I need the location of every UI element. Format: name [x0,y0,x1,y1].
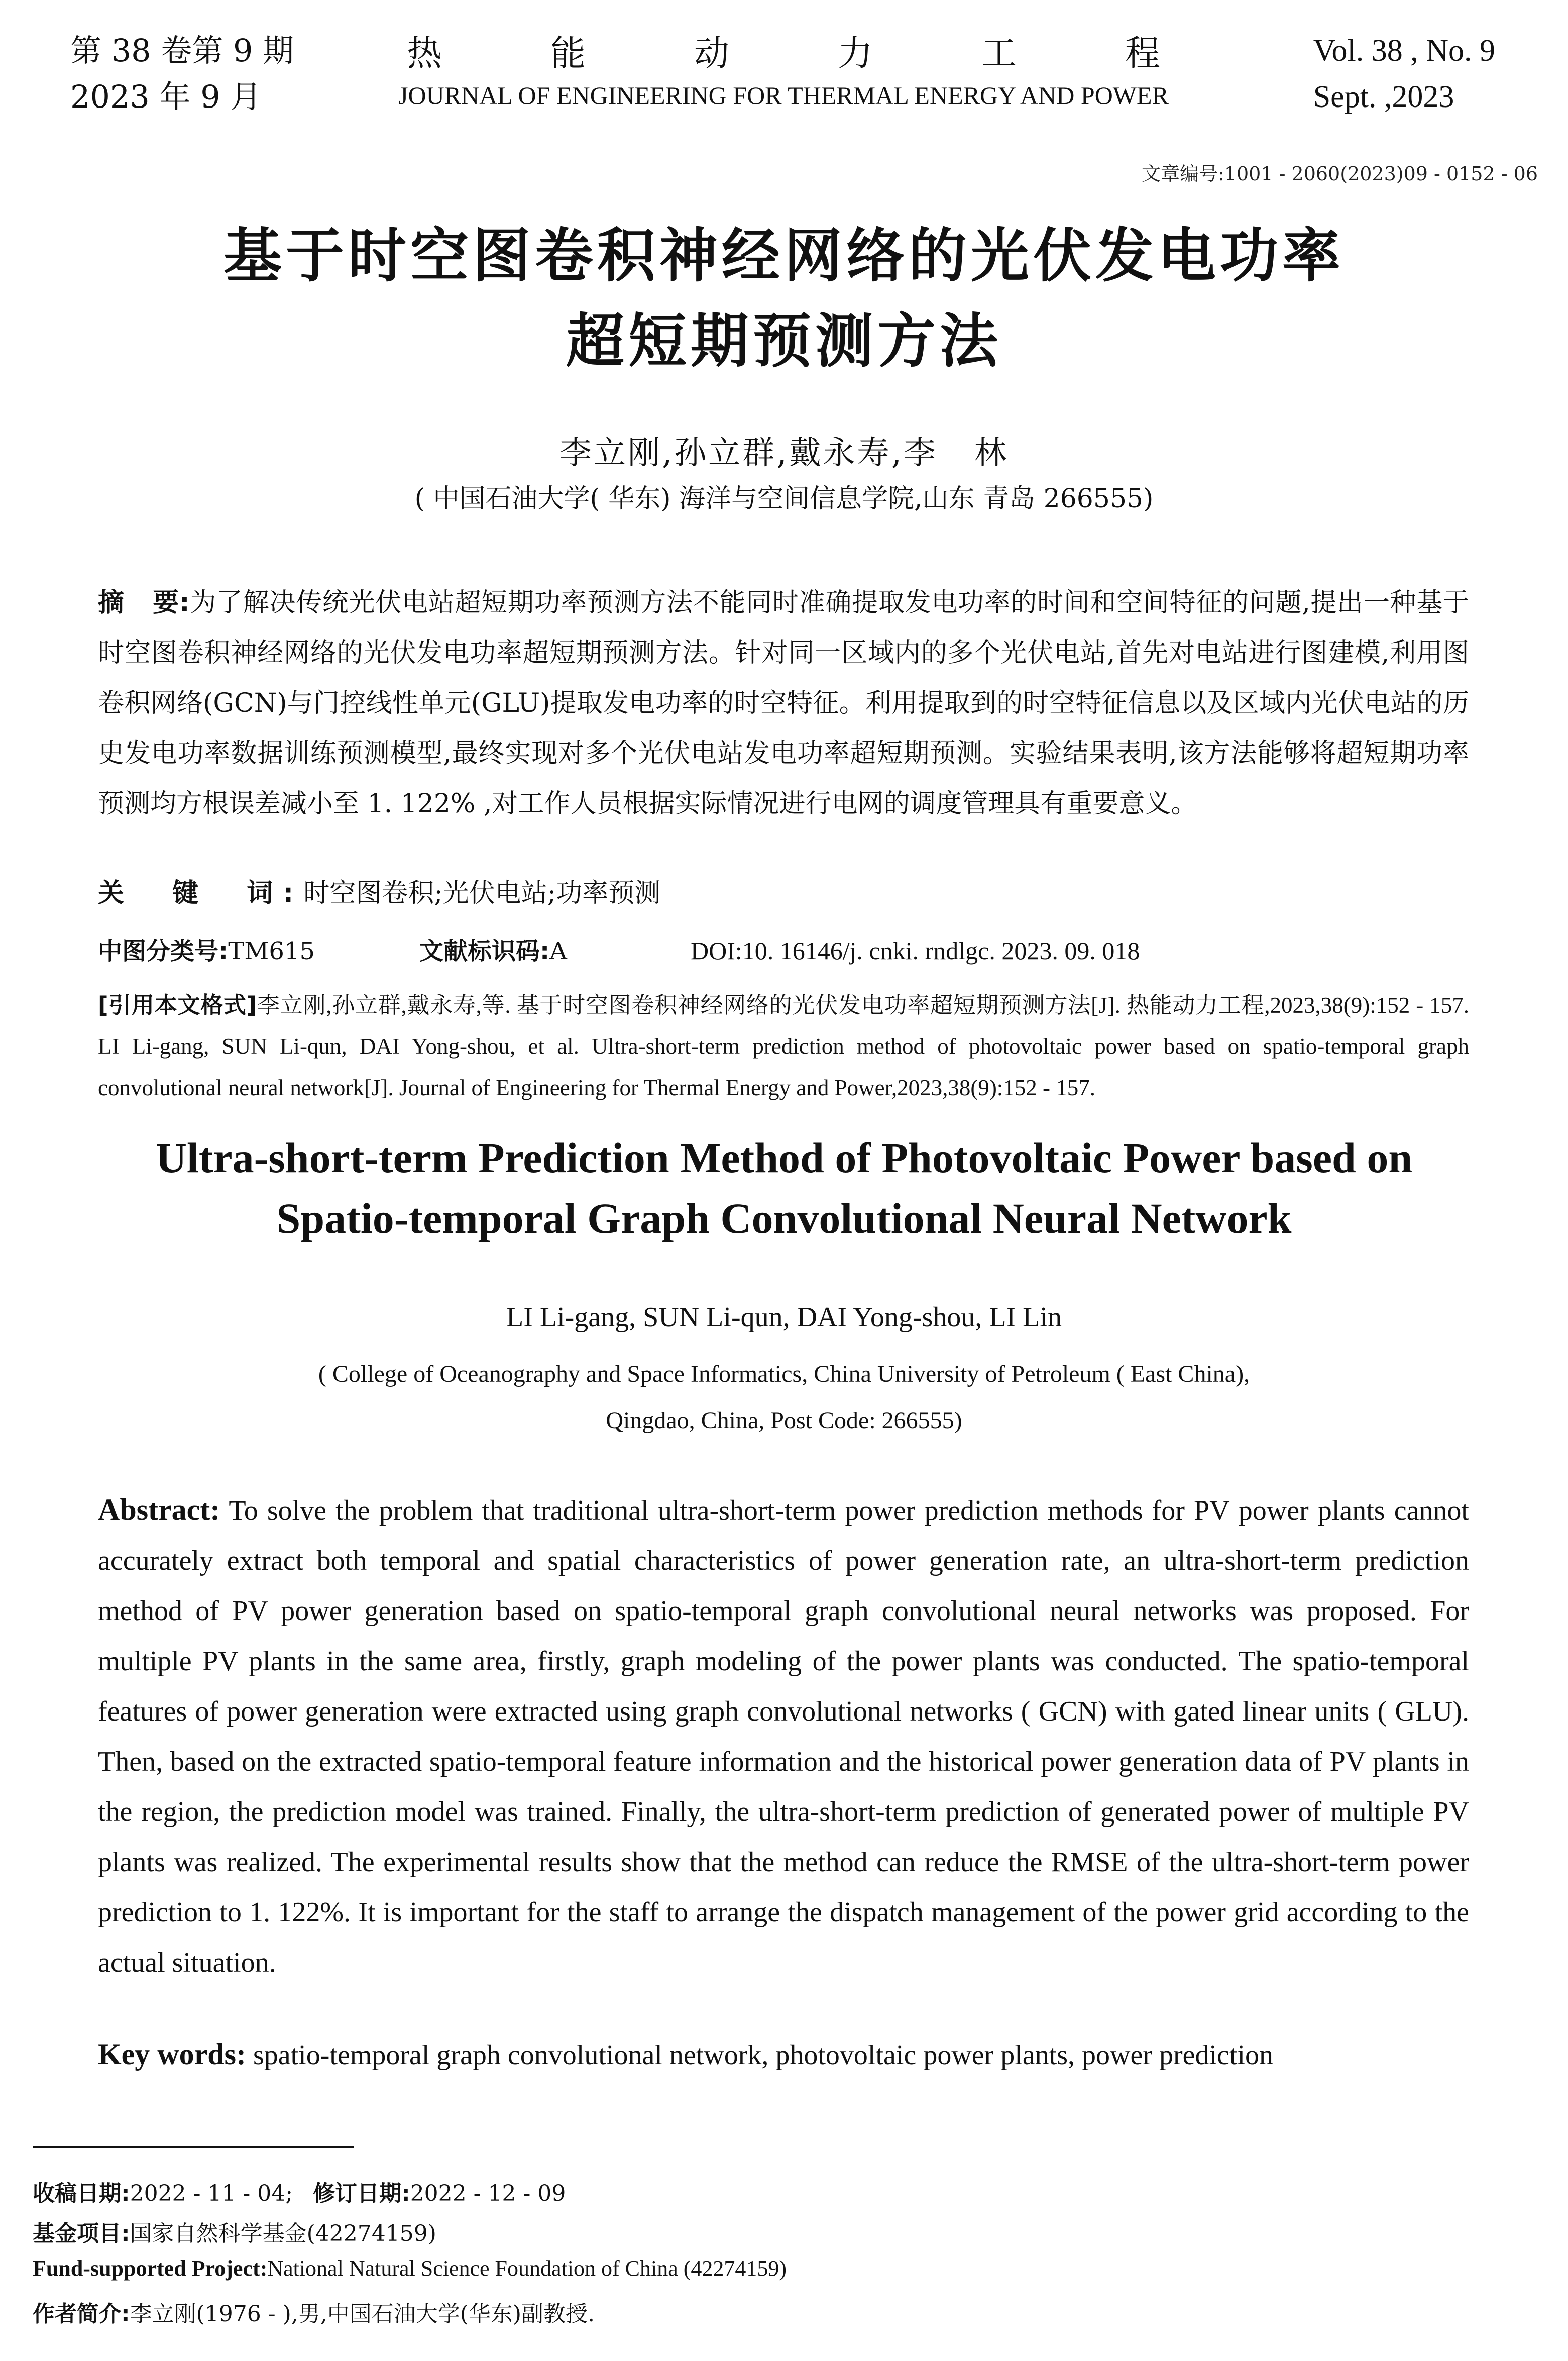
received-date: 2022 - 11 - 04; [130,2181,293,2206]
footnote-dates [33,2175,566,2207]
keywords-en-text: spatio-temporal graph convolutional network, photovoltaic power plants, power prediction [253,2040,1274,2071]
abstract-cn-label: 摘 要: [98,588,190,618]
revised-label: 修订日期: [313,2181,410,2206]
affiliation-cn: ( 中国石油大学( 华东) 海洋与空间信息学院,山东 青岛 266555) [414,484,1154,514]
journal-name-char: 能 [550,33,586,74]
revised-date: 2022 - 12 - 09 [410,2181,566,2206]
doi: DOI:10. 16146/j. cnki. rndlgc. 2023. 09. 018 [691,937,1140,965]
issue-info-en [1313,28,1495,120]
title-cn-line-1: 基于时空图卷积神经网络的光伏发电功率 [223,222,1345,290]
keywords-cn [98,872,660,909]
journal-name-char: 动 [694,33,729,74]
volume-en: Vol. 38 , No. 9 [1313,34,1495,68]
keywords-cn-label: 关 键 词: [98,878,304,908]
title-cn-line-2: 超短期预测方法 [566,307,1002,375]
fund-en-label: Fund-supported Project: [33,2256,268,2281]
affiliation-en [0,1351,1568,1444]
title-en-line-2: Spatio-temporal Graph Convolutional Neural Network [276,1194,1292,1242]
journal-name-en: JOURNAL OF ENGINEERING FOR THERMAL ENERGY AND POWER [398,81,1169,110]
keywords-cn-text: 时空图卷积;光伏电站;功率预测 [303,878,661,908]
issue-info-cn [70,28,294,120]
journal-name-cn [352,25,1215,76]
journal-header [352,25,1215,110]
citation-text: 李立刚,孙立群,戴永寿,等. 基于时空图卷积神经网络的光伏发电功率超短期预测方法[J]. 热能动力工程,2023,38(9):152 - 157. LI Li-gang, SUN Li-qun, DAI Yong-shou, et al. Ultra-short-term prediction method of photovoltaic power based on spatio-temporal graph convolutional neural network[J]. Journal of Engineering for Thermal Energy and Power,2023,38(9):152 - 157. [98,993,1469,1100]
clc-value: TM615 [228,937,315,965]
journal-name-char: 程 [1125,33,1160,74]
issue-date-en: Sept. ,2023 [1313,80,1454,114]
abstract-en-label: Abstract: [98,1493,220,1526]
abstract-en-text: To solve the problem that traditional ultra-short-term power prediction methods for PV power plants cannot accurately extract both temporal and spatial characteristics of power generation rate, an ultra-short-term prediction method of PV power generation based on spatio-temporal graph convolutional neural networks was proposed. For multiple PV plants in the same area, firstly, graph modeling of the power plants was conducted. The spatio-temporal features of power generation were extracted using graph convolutional networks ( GCN) with gated linear units ( GLU). Then, based on the extracted spatio-temporal feature information and the historical power generation data of PV plants in the region, the prediction model was trained. Finally, the ultra-short-term prediction of generated power of multiple PV plants was realized. The experimental results show that the method can reduce the RMSE of the ultra-short-term power prediction to 1. 122%. It is important for the staff to arrange the dispatch management of the power grid according to the actual situation. [98,1495,1469,1978]
author-bio-label: 作者简介: [33,2301,130,2327]
footnote-fund-cn [33,2215,436,2247]
fund-en-value: National Natural Science Foundation of China (42274159) [267,2256,787,2281]
paper-title-cn [0,213,1568,384]
doc-code-label: 文献标识码: [419,937,550,965]
fund-cn-value: 国家自然科学基金(42274159) [130,2221,436,2246]
paper-title-en [0,1128,1568,1248]
keywords-en-label: Key words: [98,2037,246,2071]
authors-en: LI Li-gang, SUN Li-qun, DAI Yong-shou, LI Lin [506,1302,1062,1333]
classification-row [98,932,1469,967]
affiliation-en-line-1: ( College of Oceanography and Space Informatics, China University of Petroleum ( East China), [318,1361,1250,1387]
citation-label: [引用本文格式] [98,992,257,1018]
title-en-line-1: Ultra-short-term Prediction Method of Photovoltaic Power based on [155,1134,1413,1182]
journal-name-char: 热 [407,33,442,74]
authors-cn: 李立刚,孙立群,戴永寿,李 林 [559,435,1009,472]
issue-number-cn: 第 38 卷第 9 期 [70,32,294,69]
footnote-fund-en [33,2256,787,2281]
footnote-author [33,2296,595,2328]
affiliation-en-line-2: Qingdao, China, Post Code: 266555) [606,1407,962,1434]
abstract-cn [98,578,1469,829]
footnote-divider [33,2146,354,2148]
fund-cn-label: 基金项目: [33,2221,130,2246]
author-bio-value: 李立刚(1976 - ),男,中国石油大学(华东)副教授. [130,2301,595,2327]
keywords-en [98,2037,1273,2072]
doc-code-value: A [549,937,567,965]
abstract-en [98,1484,1469,1988]
issue-date-cn: 2023 年 9 月 [70,78,262,115]
abstract-cn-text: 为了解决传统光伏电站超短期功率预测方法不能同时准确提取发电功率的时间和空间特征的问题,提出一种基于时空图卷积神经网络的光伏发电功率超短期预测方法。针对同一区域内的多个光伏电站,首先对电站进行图建模,利用图卷积网络(GCN)与门控线性单元(GLU)提取发电功率的时空特征。利用提取到的时空特征信息以及区域内光伏电站的历史发电功率数据训练预测模型,最终实现对多个光伏电站发电功率超短期预测。实验结果表明,该方法能够将超短期功率预测均方根误差减小至 1. 122% ,对工作人员根据实际情况进行电网的调度管理具有重要意义。 [98,588,1469,819]
received-label: 收稿日期: [33,2181,130,2206]
clc-label: 中图分类号: [98,937,229,965]
citation-format [98,985,1469,1108]
article-number: 文章编号:1001 - 2060(2023)09 - 0152 - 06 [1142,163,1538,185]
journal-name-char: 力 [838,33,873,74]
journal-name-char: 工 [981,33,1017,74]
